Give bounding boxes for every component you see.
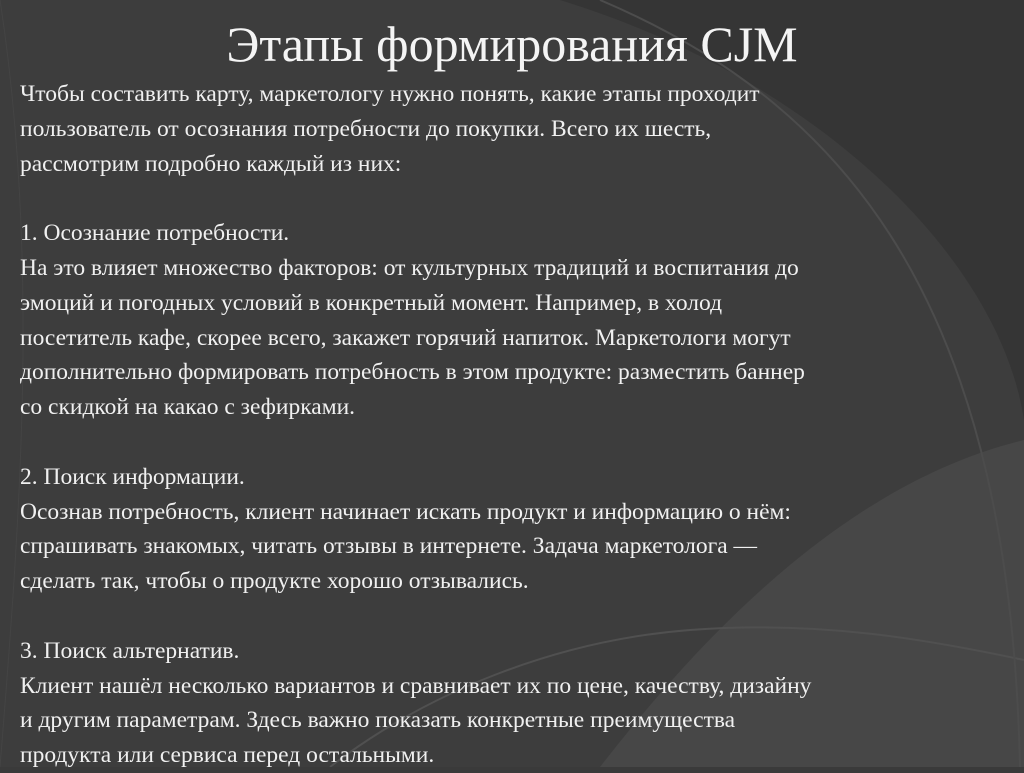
stage-line: и другим параметрам. Здесь важно показать конкретные преимущества [20, 707, 736, 734]
stage-line: посетитель кафе, скорее всего, закажет горячий напиток. Маркетологи могут [20, 324, 791, 351]
intro-line: Чтобы составить карту, маркетологу нужно понять, какие этапы проходит [20, 81, 760, 107]
intro-line: пользователь от осознания потребности до покупки. Всего их шесть, [20, 115, 712, 142]
stage-line: спрашивать знакомых, читать отзывы в интернете. Задача маркетолога — [20, 533, 758, 560]
stage-line: дополнительно формировать потребность в этом продукте: разместить баннер [20, 359, 805, 386]
stage-line: На это влияет множество факторов: от культурных традиций и воспитания до [20, 254, 799, 281]
stage-line: продукта или сервиса перед остальными. [20, 742, 435, 769]
stage-heading: 1. Осознание потребности. [20, 220, 290, 247]
stage-line: сделать так, чтобы о продукте хорошо отзывались. [20, 568, 529, 595]
spacer [20, 181, 1010, 216]
stage-line: эмоций и погодных условий в конкретный момент. Например, в холод [20, 289, 723, 316]
stage-heading: 3. Поиск альтернатив. [20, 637, 240, 664]
spacer [20, 599, 1010, 634]
stage-line: Осознав потребность, клиент начинает искать продукт и информацию о нём: [20, 498, 791, 525]
slide-title: Этапы формирования CJM [226, 16, 798, 72]
stage-line: со скидкой на какао с зефирками. [20, 394, 356, 421]
slide-body [20, 77, 1010, 773]
stage-heading: 2. Поиск информации. [20, 463, 245, 490]
stage-line: Клиент нашёл несколько вариантов и сравнивает их по цене, качеству, дизайну [20, 672, 812, 699]
intro-line: рассмотрим подробно каждый из них: [20, 150, 402, 177]
spacer [20, 425, 1010, 460]
